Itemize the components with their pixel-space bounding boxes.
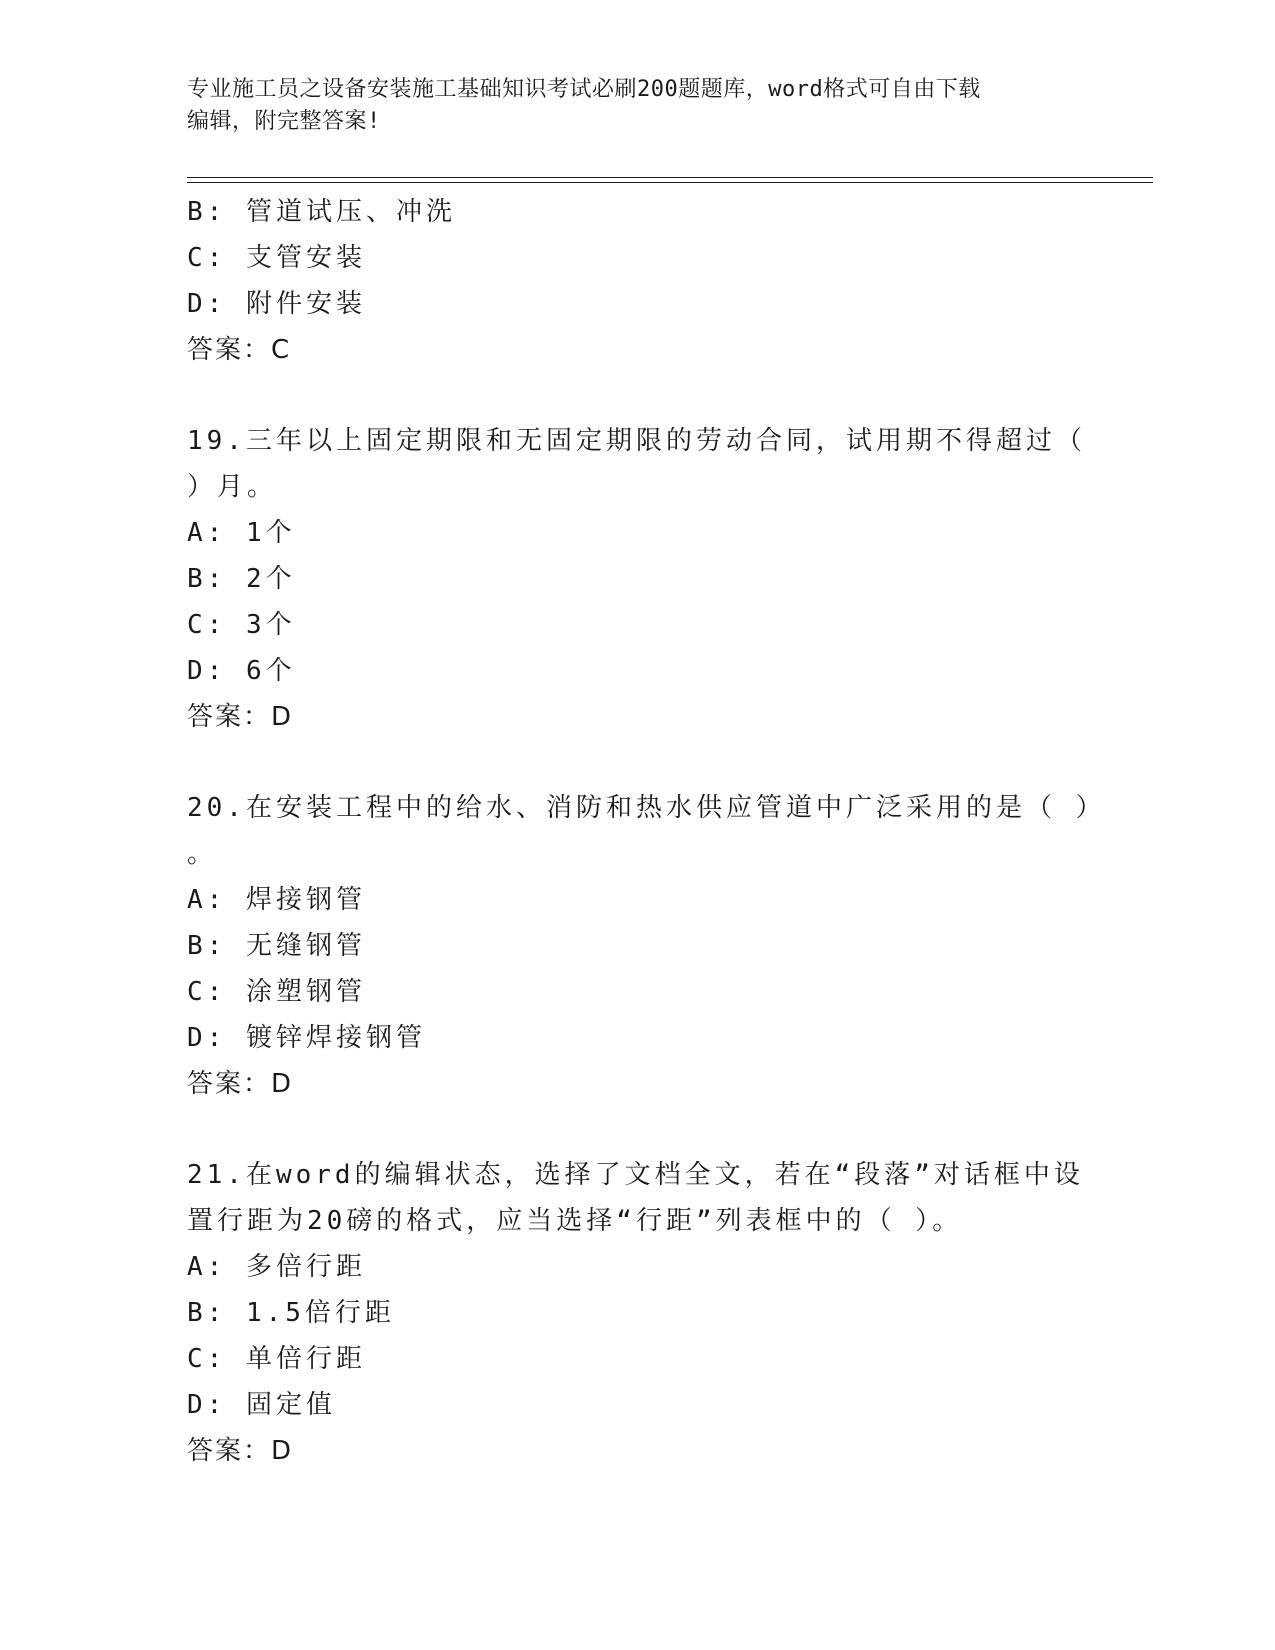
question-21 — [187, 1152, 1084, 1474]
option-c: C: 涂塑钢管 — [187, 977, 366, 1007]
question-20 — [187, 785, 1106, 1107]
question-text-line-1: 21.在word的编辑状态，选择了文档全文，若在“段落”对话框中设 — [187, 1160, 1084, 1190]
option-d: D: 镀锌焊接钢管 — [187, 1023, 426, 1053]
question-text-line-1: 20.在安装工程中的给水、消防和热水供应管道中广泛采用的是（ ） — [187, 793, 1106, 823]
option-c: C: 单倍行距 — [187, 1344, 366, 1374]
option-a: A: 1个 — [187, 518, 296, 548]
option-d: D: 固定值 — [187, 1390, 336, 1420]
question-text-line-2: ）月。 — [187, 472, 278, 502]
answer: 答案：D — [187, 1069, 294, 1099]
option-c: C: 支管安装 — [187, 243, 366, 273]
header-title-line-1: 专业施工员之设备安装施工基础知识考试必刷200题题库，word格式可自由下载 — [187, 77, 981, 102]
answer: 答案：D — [187, 702, 294, 732]
option-b: B: 无缝钢管 — [187, 931, 366, 961]
option-a: A: 多倍行距 — [187, 1252, 366, 1282]
option-d: D: 附件安装 — [187, 289, 366, 319]
header-title-line-2: 编辑，附完整答案! — [187, 109, 381, 134]
answer: 答案：C — [187, 335, 292, 365]
option-a: A: 焊接钢管 — [187, 885, 366, 915]
question-text-line-1: 19.三年以上固定期限和无固定期限的劳动合同，试用期不得超过（ — [187, 426, 1086, 456]
question-text-line-2: 置行距为20磅的格式，应当选择“行距”列表框中的（ ）。 — [187, 1206, 963, 1236]
question-18-tail — [187, 189, 1067, 373]
option-b: B: 2个 — [187, 564, 296, 594]
question-list — [187, 189, 1106, 1474]
answer: 答案：D — [187, 1436, 294, 1466]
header-rule-bottom — [187, 182, 1153, 183]
header-rule-top — [187, 177, 1153, 178]
question-text-line-2: 。 — [187, 839, 218, 869]
option-b: B: 1.5倍行距 — [187, 1298, 395, 1328]
question-19 — [187, 418, 1086, 740]
document-header — [187, 74, 1067, 138]
option-b: B: 管道试压、冲洗 — [187, 197, 456, 227]
option-c: C: 3个 — [187, 610, 296, 640]
option-d: D: 6个 — [187, 656, 296, 686]
